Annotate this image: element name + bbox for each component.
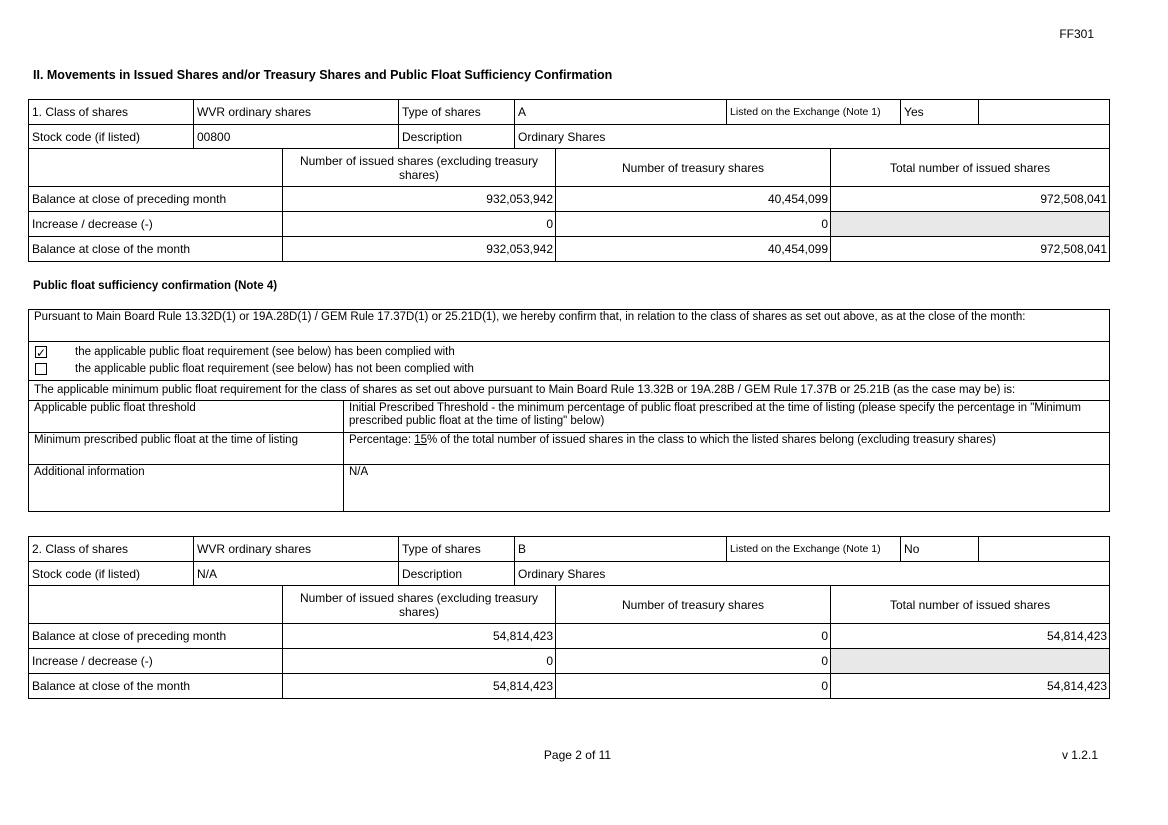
blank-cell [979,537,1110,562]
option-not-complied [34,361,1104,378]
close-treasury: 0 [556,674,831,699]
additional-value: N/A [344,465,1110,512]
col-treasury-header: Number of treasury shares [556,586,831,624]
row-change-label: Increase / decrease (-) [29,212,283,237]
row-preceding-label: Balance at close of preceding month [29,187,283,212]
listed-label: Listed on the Exchange (Note 1) [727,100,901,125]
preceding-issued: 932,053,942 [283,187,556,212]
public-float-table [28,309,1110,512]
listed-value: Yes [901,100,979,125]
type-of-shares-value: A [515,100,727,125]
class1-table [28,99,1110,262]
description-label: Description [399,125,515,149]
row-change-label: Increase / decrease (-) [29,649,283,674]
col-treasury-header: Number of treasury shares [556,149,831,187]
version-label: v 1.2.1 [1061,748,1098,762]
option-complied-label: the applicable public float requirement (see below) has been complied with [75,346,455,358]
close-total: 972,508,041 [831,237,1110,262]
page-number: Page 2 of 11 [543,748,612,762]
close-treasury: 40,454,099 [556,237,831,262]
row-close-label: Balance at close of the month [29,674,283,699]
description-value: Ordinary Shares [515,125,1110,149]
blank-cell [979,100,1110,125]
class-name-value: WVR ordinary shares [194,537,399,562]
compliance-options [29,342,1110,381]
col-issued-header: Number of issued shares (excluding treasury shares) [283,586,556,624]
class-name-value: WVR ordinary shares [194,100,399,125]
minimum-suffix: % of the total number of issued shares in the class to which the listed shares belong (excluding treasury shares) [427,434,996,446]
change-treasury: 0 [556,212,831,237]
type-of-shares-label: Type of shares [399,100,515,125]
close-total: 54,814,423 [831,674,1110,699]
stock-code-label: Stock code (if listed) [29,125,194,149]
preceding-issued: 54,814,423 [283,624,556,649]
change-issued: 0 [283,212,556,237]
minimum-percent: 15 [414,434,428,446]
description-value: Ordinary Shares [515,562,1110,586]
listed-value: No [901,537,979,562]
requirement-text: The applicable minimum public float requirement for the class of shares as set out above pursuant to Main Board Rule 13.32B or 19A.28B / GEM Rule 17.37B or 25.21B (as the case may be) is: [29,381,1110,401]
listed-label: Listed on the Exchange (Note 1) [727,537,901,562]
threshold-label: Applicable public float threshold [29,401,344,433]
stock-code-label: Stock code (if listed) [29,562,194,586]
class-of-shares-label: 2. Class of shares [29,537,194,562]
option-not-complied-label: the applicable public float requirement (see below) has not been complied with [75,363,474,375]
header-blank [29,149,283,187]
complied-checkbox[interactable]: ✓ [36,345,47,360]
threshold-value: Initial Prescribed Threshold - the minimum percentage of public float prescribed at the time of listing (please specify the percentage in "Minimum prescribed public float at the time of listing" below) [344,401,1110,433]
col-total-header: Total number of issued shares [831,149,1110,187]
public-float-title: Public float sufficiency confirmation (Note 4) [33,280,278,292]
type-of-shares-label: Type of shares [399,537,515,562]
row-preceding-label: Balance at close of preceding month [29,624,283,649]
section-title: II. Movements in Issued Shares and/or Treasury Shares and Public Float Sufficiency Confirmation [33,68,613,82]
minimum-value [344,433,1110,465]
stock-code-value: N/A [194,562,399,586]
header-blank [29,586,283,624]
type-of-shares-value: B [515,537,727,562]
change-total-shaded [831,649,1110,674]
col-total-header: Total number of issued shares [831,586,1110,624]
stock-code-value: 00800 [194,125,399,149]
form-code: FF301 [1059,27,1094,41]
minimum-prefix: Percentage: [349,434,415,446]
row-close-label: Balance at close of the month [29,237,283,262]
not-complied-checkbox[interactable] [35,363,47,375]
preceding-total: 972,508,041 [831,187,1110,212]
class-of-shares-label: 1. Class of shares [29,100,194,125]
preceding-treasury: 40,454,099 [556,187,831,212]
additional-label: Additional information [29,465,344,512]
change-treasury: 0 [556,649,831,674]
close-issued: 932,053,942 [283,237,556,262]
preceding-total: 54,814,423 [831,624,1110,649]
option-complied [34,344,1104,361]
change-total-shaded [831,212,1110,237]
preceding-treasury: 0 [556,624,831,649]
description-label: Description [399,562,515,586]
close-issued: 54,814,423 [283,674,556,699]
public-float-intro: Pursuant to Main Board Rule 13.32D(1) or 19A.28D(1) / GEM Rule 17.37D(1) or 25.21D(1), we hereby confirm that, in relation to the class of shares as set out above, as at the close of the month: [29,310,1110,342]
change-issued: 0 [283,649,556,674]
col-issued-header: Number of issued shares (excluding treasury shares) [283,149,556,187]
class2-table [28,536,1110,699]
minimum-label: Minimum prescribed public float at the time of listing [29,433,344,465]
